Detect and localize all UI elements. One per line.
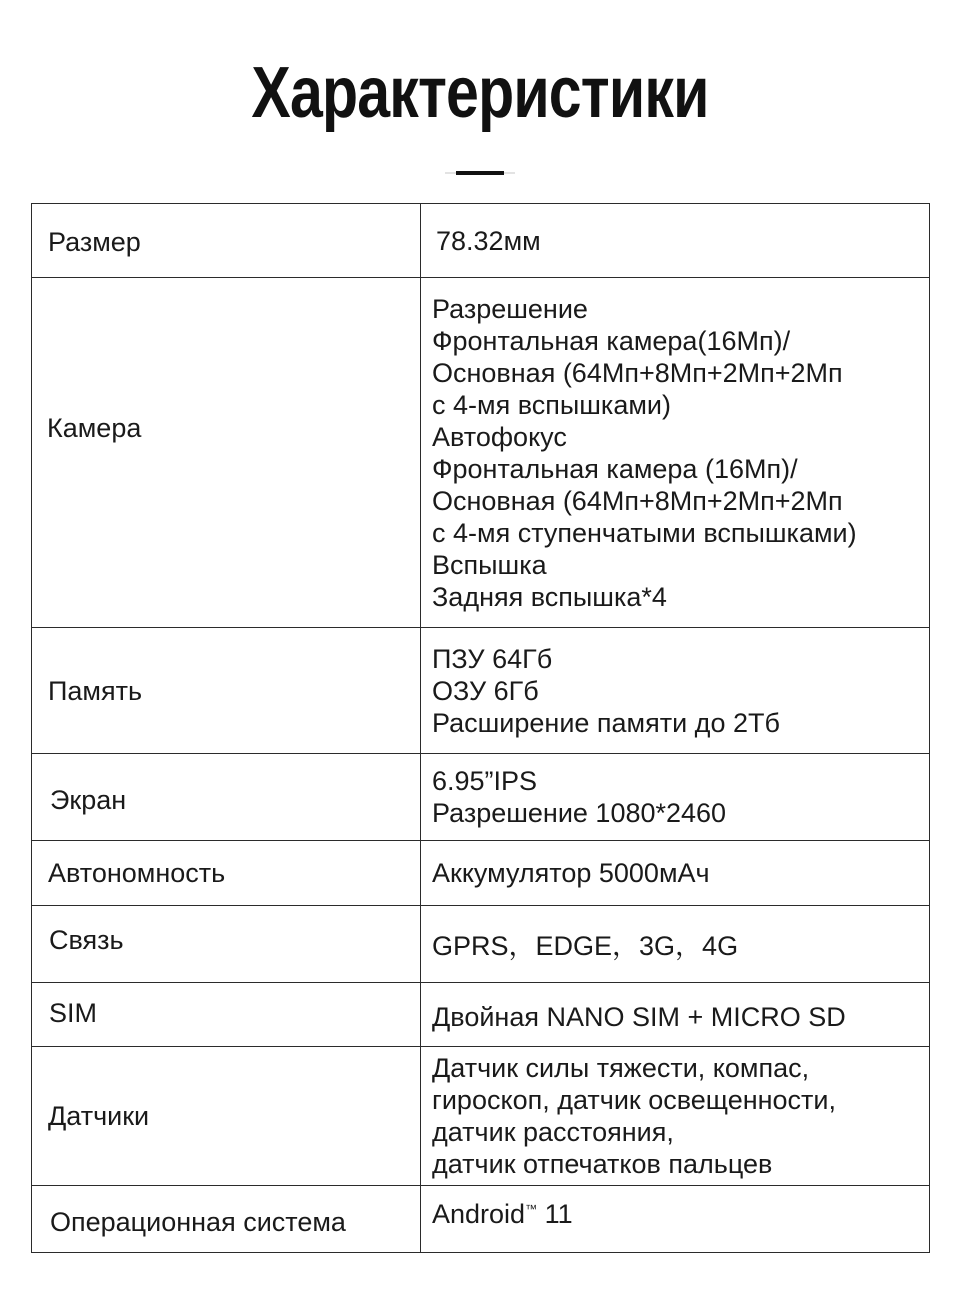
spec-value xyxy=(421,1047,930,1186)
spec-label xyxy=(32,1047,421,1186)
spec-row-sim xyxy=(32,983,930,1047)
spec-value-line: с 4-мя вспышками) xyxy=(432,389,671,420)
spec-value xyxy=(421,628,930,754)
spec-value-line: датчик расстояния, xyxy=(432,1117,674,1147)
spec-value-line: Автофокус xyxy=(432,421,567,452)
os-version: 11 xyxy=(537,1199,573,1229)
spec-row-sensors xyxy=(32,1047,930,1186)
spec-label-text: Датчики xyxy=(48,1101,150,1131)
spec-value-line: ОЗУ 6Гб xyxy=(432,675,539,706)
title-divider-accent xyxy=(456,171,504,175)
spec-row-network xyxy=(32,906,930,983)
spec-value-line: 6.95”IPS xyxy=(432,766,538,796)
spec-table xyxy=(31,203,930,1253)
spec-value-line: Двойная NANO SIM + MICRO SD xyxy=(432,1001,846,1032)
spec-value-line: Фронтальная камера(16Мп)/ xyxy=(432,325,791,356)
spec-value-line: Аккумулятор 5000мАч xyxy=(432,858,710,888)
spec-value-line: Задняя вспышка*4 xyxy=(432,581,667,612)
spec-row-memory xyxy=(32,628,930,754)
os-name: Android xyxy=(432,1199,526,1229)
spec-value xyxy=(421,204,930,278)
spec-value xyxy=(421,983,930,1047)
spec-value-line: Основная (64Мп+8Мп+2Мп+2Мп xyxy=(432,357,843,388)
spec-label-text: SIM xyxy=(49,997,98,1028)
spec-label-text: Автономность xyxy=(48,858,226,888)
spec-value xyxy=(421,906,930,983)
trademark-mark: ™ xyxy=(525,1202,538,1216)
spec-value-line: Расширение памяти до 2Тб xyxy=(432,707,780,738)
spec-value-line: Разрешение xyxy=(432,293,588,324)
spec-label-text: Экран xyxy=(50,785,127,815)
spec-value-line: GPRS，EDGE，3G，4G xyxy=(432,931,739,961)
spec-value-line: Основная (64Мп+8Мп+2Мп+2Мп xyxy=(432,485,843,516)
spec-label xyxy=(32,983,421,1047)
spec-value xyxy=(421,754,930,841)
spec-value-line: Фронтальная камера (16Мп)/ xyxy=(432,453,798,484)
spec-label-text: Камера xyxy=(47,412,142,443)
spec-label xyxy=(32,628,421,754)
spec-label-text: Связь xyxy=(49,925,124,955)
spec-label-text: Размер xyxy=(48,226,141,257)
spec-row-screen xyxy=(32,754,930,841)
spec-value-line: гироскоп, датчик освещенности, xyxy=(432,1085,837,1115)
spec-value-line xyxy=(432,1198,923,1230)
spec-label xyxy=(32,906,421,983)
spec-label-text: Операционная система xyxy=(50,1207,346,1237)
spec-row-camera xyxy=(32,278,930,628)
spec-label xyxy=(32,278,421,628)
spec-label xyxy=(32,754,421,841)
spec-row-battery xyxy=(32,841,930,906)
spec-label xyxy=(32,204,421,278)
spec-value-line: 78.32мм xyxy=(436,225,541,256)
spec-value xyxy=(421,841,930,906)
spec-value-line: Разрешение 1080*2460 xyxy=(432,798,727,828)
spec-value-line: ПЗУ 64Гб xyxy=(432,643,553,674)
spec-label xyxy=(32,1186,421,1253)
spec-value xyxy=(421,1186,930,1253)
spec-label xyxy=(32,841,421,906)
spec-label-text: Память xyxy=(48,675,143,706)
spec-row-os xyxy=(32,1186,930,1253)
spec-value-line: Вспышка xyxy=(432,549,547,580)
spec-value-line: датчик отпечатков пальцев xyxy=(432,1149,773,1179)
spec-value-line: Датчик силы тяжести, компас, xyxy=(432,1053,810,1083)
spec-value-line: с 4-мя ступенчатыми вспышками) xyxy=(432,517,857,548)
page-title: Характеристики xyxy=(251,53,709,133)
spec-value xyxy=(421,278,930,628)
spec-row-size xyxy=(32,204,930,278)
